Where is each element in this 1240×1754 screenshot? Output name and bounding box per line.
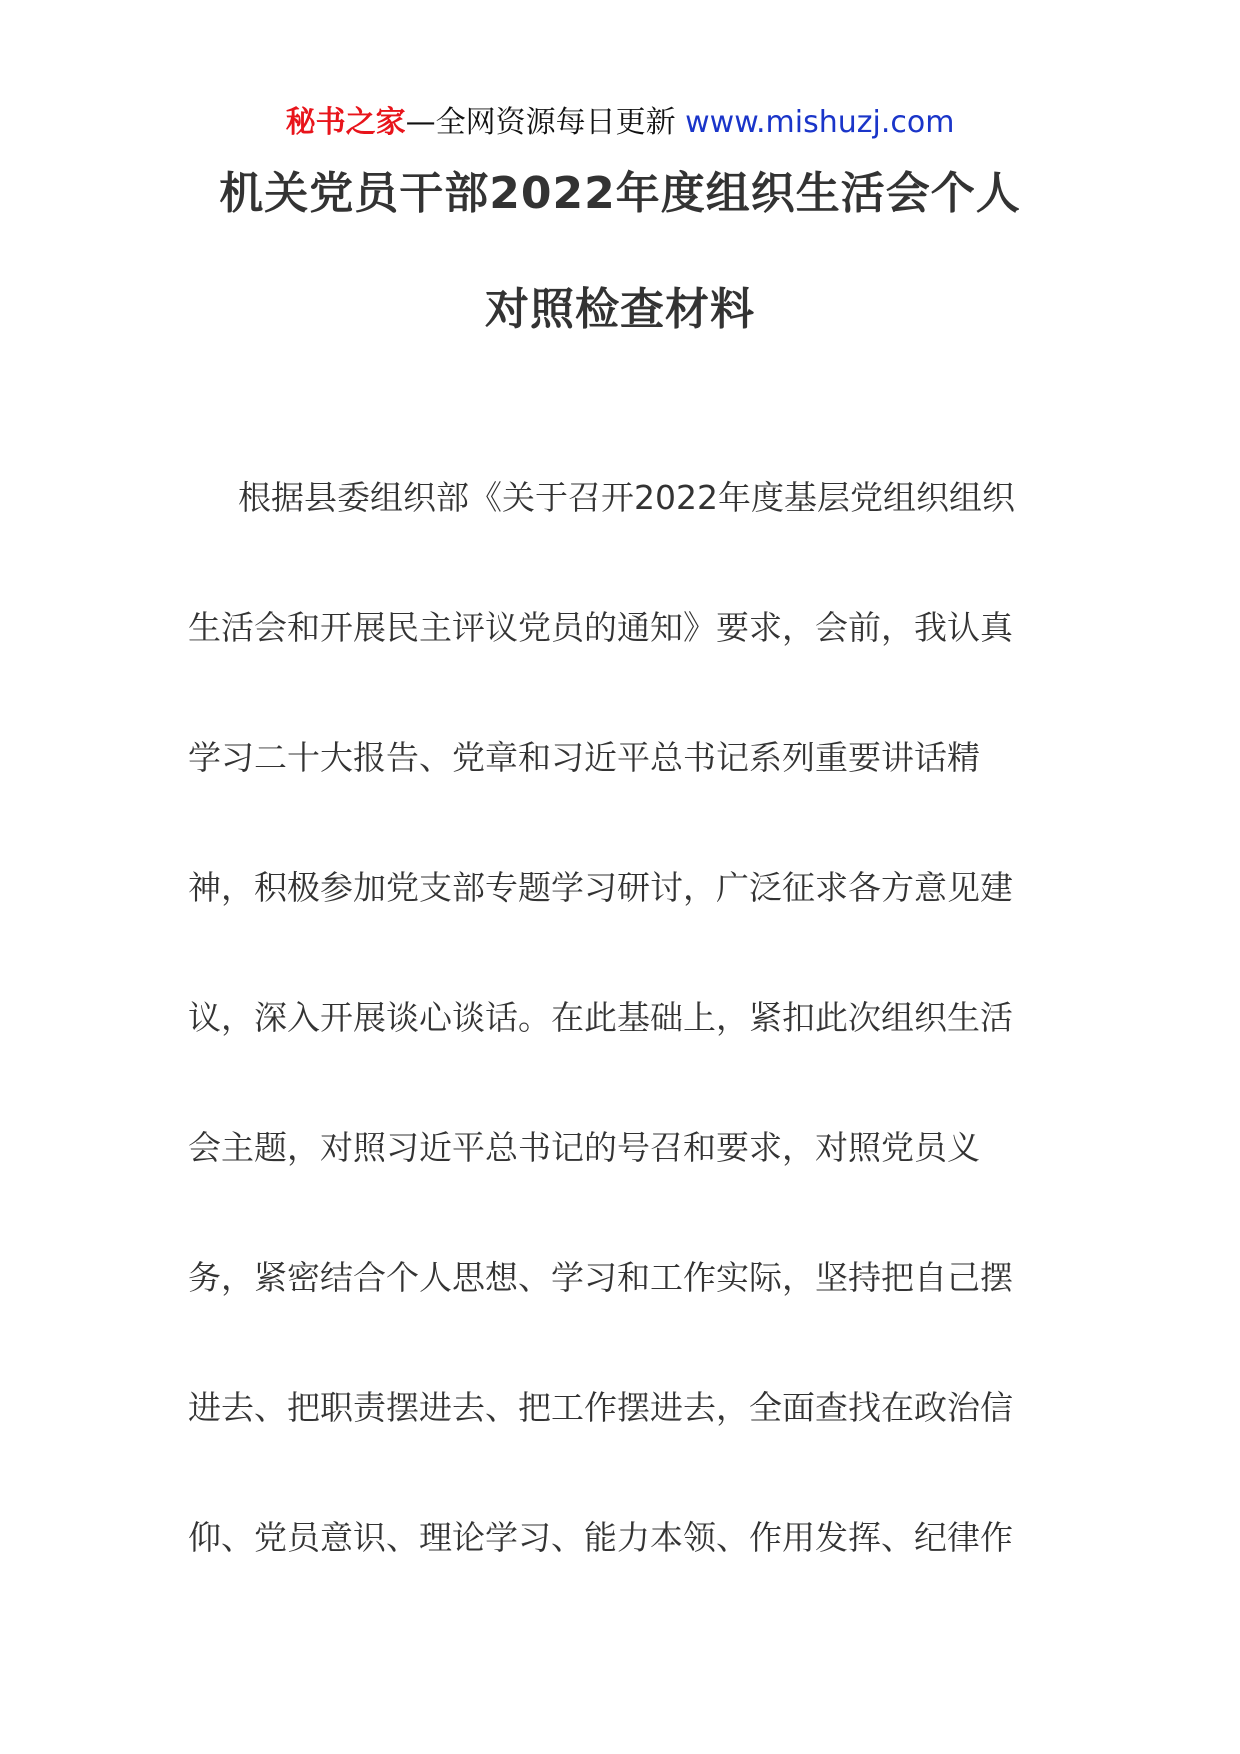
document-title-line-1: 机关党员干部2022年度组织生活会个人 — [219, 168, 1021, 219]
document-title-line-2: 对照检查材料 — [485, 284, 755, 335]
site-brand: 秘书之家 — [285, 105, 406, 140]
body-line: 学习二十大报告、党章和习近平总书记系列重要讲话精 — [188, 738, 980, 777]
body-line: 根据县委组织部《关于召开2022年度基层党组织组织 — [238, 478, 1015, 517]
body-line: 务，紧密结合个人思想、学习和工作实际，坚持把自己摆 — [188, 1258, 1013, 1297]
site-slogan: —全网资源每日更新 — [405, 105, 676, 140]
document-body — [188, 465, 1054, 1635]
body-line: 仰、党员意识、理论学习、能力本领、作用发挥、纪律作 — [188, 1518, 1013, 1557]
site-header — [0, 103, 1240, 143]
body-line: 进去、把职责摆进去、把工作摆进去，全面查找在政治信 — [188, 1388, 1013, 1427]
site-url-link[interactable]: www.mishuzj.com — [685, 105, 955, 140]
body-line: 议，深入开展谈心谈话。在此基础上，紧扣此次组织生活 — [188, 998, 1013, 1037]
body-line: 会主题，对照习近平总书记的号召和要求，对照党员义 — [188, 1128, 980, 1167]
body-line: 生活会和开展民主评议党员的通知》要求，会前，我认真 — [188, 608, 1013, 647]
body-line: 神，积极参加党支部专题学习研讨，广泛征求各方意见建 — [188, 868, 1013, 907]
